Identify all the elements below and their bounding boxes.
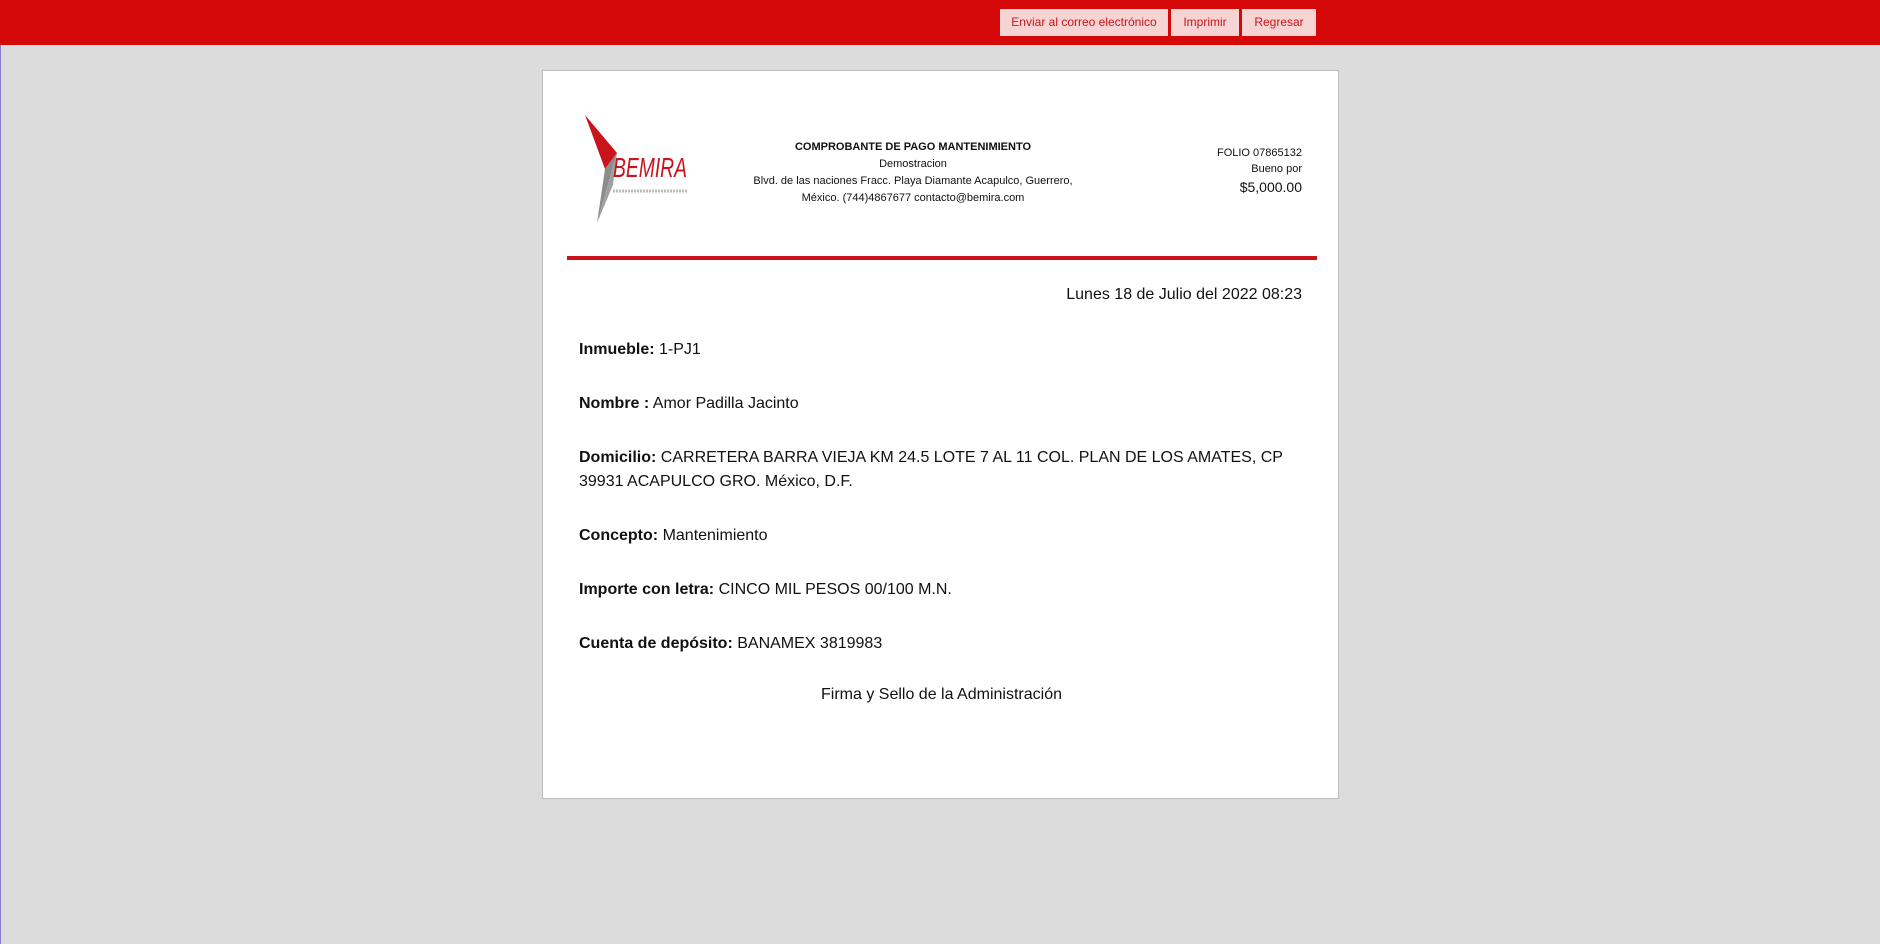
receipt-title: COMPROBANTE DE PAGO MANTENIMIENTO: [794, 141, 1032, 153]
field-nombre: [579, 392, 1299, 416]
field-label: Nombre :: [579, 395, 650, 412]
send-email-button[interactable]: Enviar al correo electrónico: [1000, 9, 1168, 36]
company-address-line1: Blvd. de las naciones Fracc. Playa Diamante Acapulco, Guerrero,: [753, 175, 1073, 187]
company-address-line2: México. (744)4867677 contacto@bemira.com: [801, 192, 1025, 204]
back-button[interactable]: Regresar: [1242, 9, 1316, 36]
bueno-por-label: Bueno por: [1251, 163, 1302, 175]
amount-value: $5,000.00: [1239, 179, 1302, 195]
payment-receipt: [542, 70, 1339, 799]
field-value: CINCO MIL PESOS 00/100 M.N.: [718, 581, 952, 598]
field-concepto: [579, 524, 1299, 548]
receipt-date: Lunes 18 de Julio del 2022 08:23: [1066, 286, 1302, 303]
field-value: CARRETERA BARRA VIEJA KM 24.5 LOTE 7 AL 11 COL. PLAN DE LOS AMATES, CP 39931 ACAPULCO GRO. México, D.F.: [579, 449, 1283, 490]
folio-number: FOLIO 07865132: [1216, 147, 1302, 159]
field-label: Importe con letra:: [579, 581, 715, 598]
signature-line: Firma y Sello de la Administración: [821, 686, 1062, 703]
window-edge: [0, 0, 1, 944]
receipt-header-info: [743, 139, 1083, 207]
toolbar-actions: [1000, 9, 1316, 36]
field-value: BANAMEX 3819983: [737, 635, 883, 652]
field-domicilio: [579, 446, 1299, 494]
field-label: Domicilio:: [579, 449, 657, 466]
top-toolbar: [0, 0, 1880, 45]
header-divider: [567, 256, 1317, 260]
field-value: Mantenimiento: [662, 527, 768, 544]
field-label: Cuenta de depósito:: [579, 635, 733, 652]
field-cuenta-deposito: [579, 632, 1299, 656]
svg-text:BEMIRA: BEMIRA: [613, 152, 687, 183]
field-value: Amor Padilla Jacinto: [652, 395, 799, 412]
company-name: Demostracion: [879, 158, 947, 170]
field-label: Inmueble:: [579, 341, 655, 358]
field-importe-letra: [579, 578, 1299, 602]
field-label: Concepto:: [579, 527, 659, 544]
folio-block: [1217, 145, 1302, 197]
field-value: 1-PJ1: [659, 341, 701, 358]
print-button[interactable]: Imprimir: [1171, 9, 1239, 36]
field-inmueble: [579, 338, 1299, 362]
bemira-logo: [583, 115, 693, 223]
